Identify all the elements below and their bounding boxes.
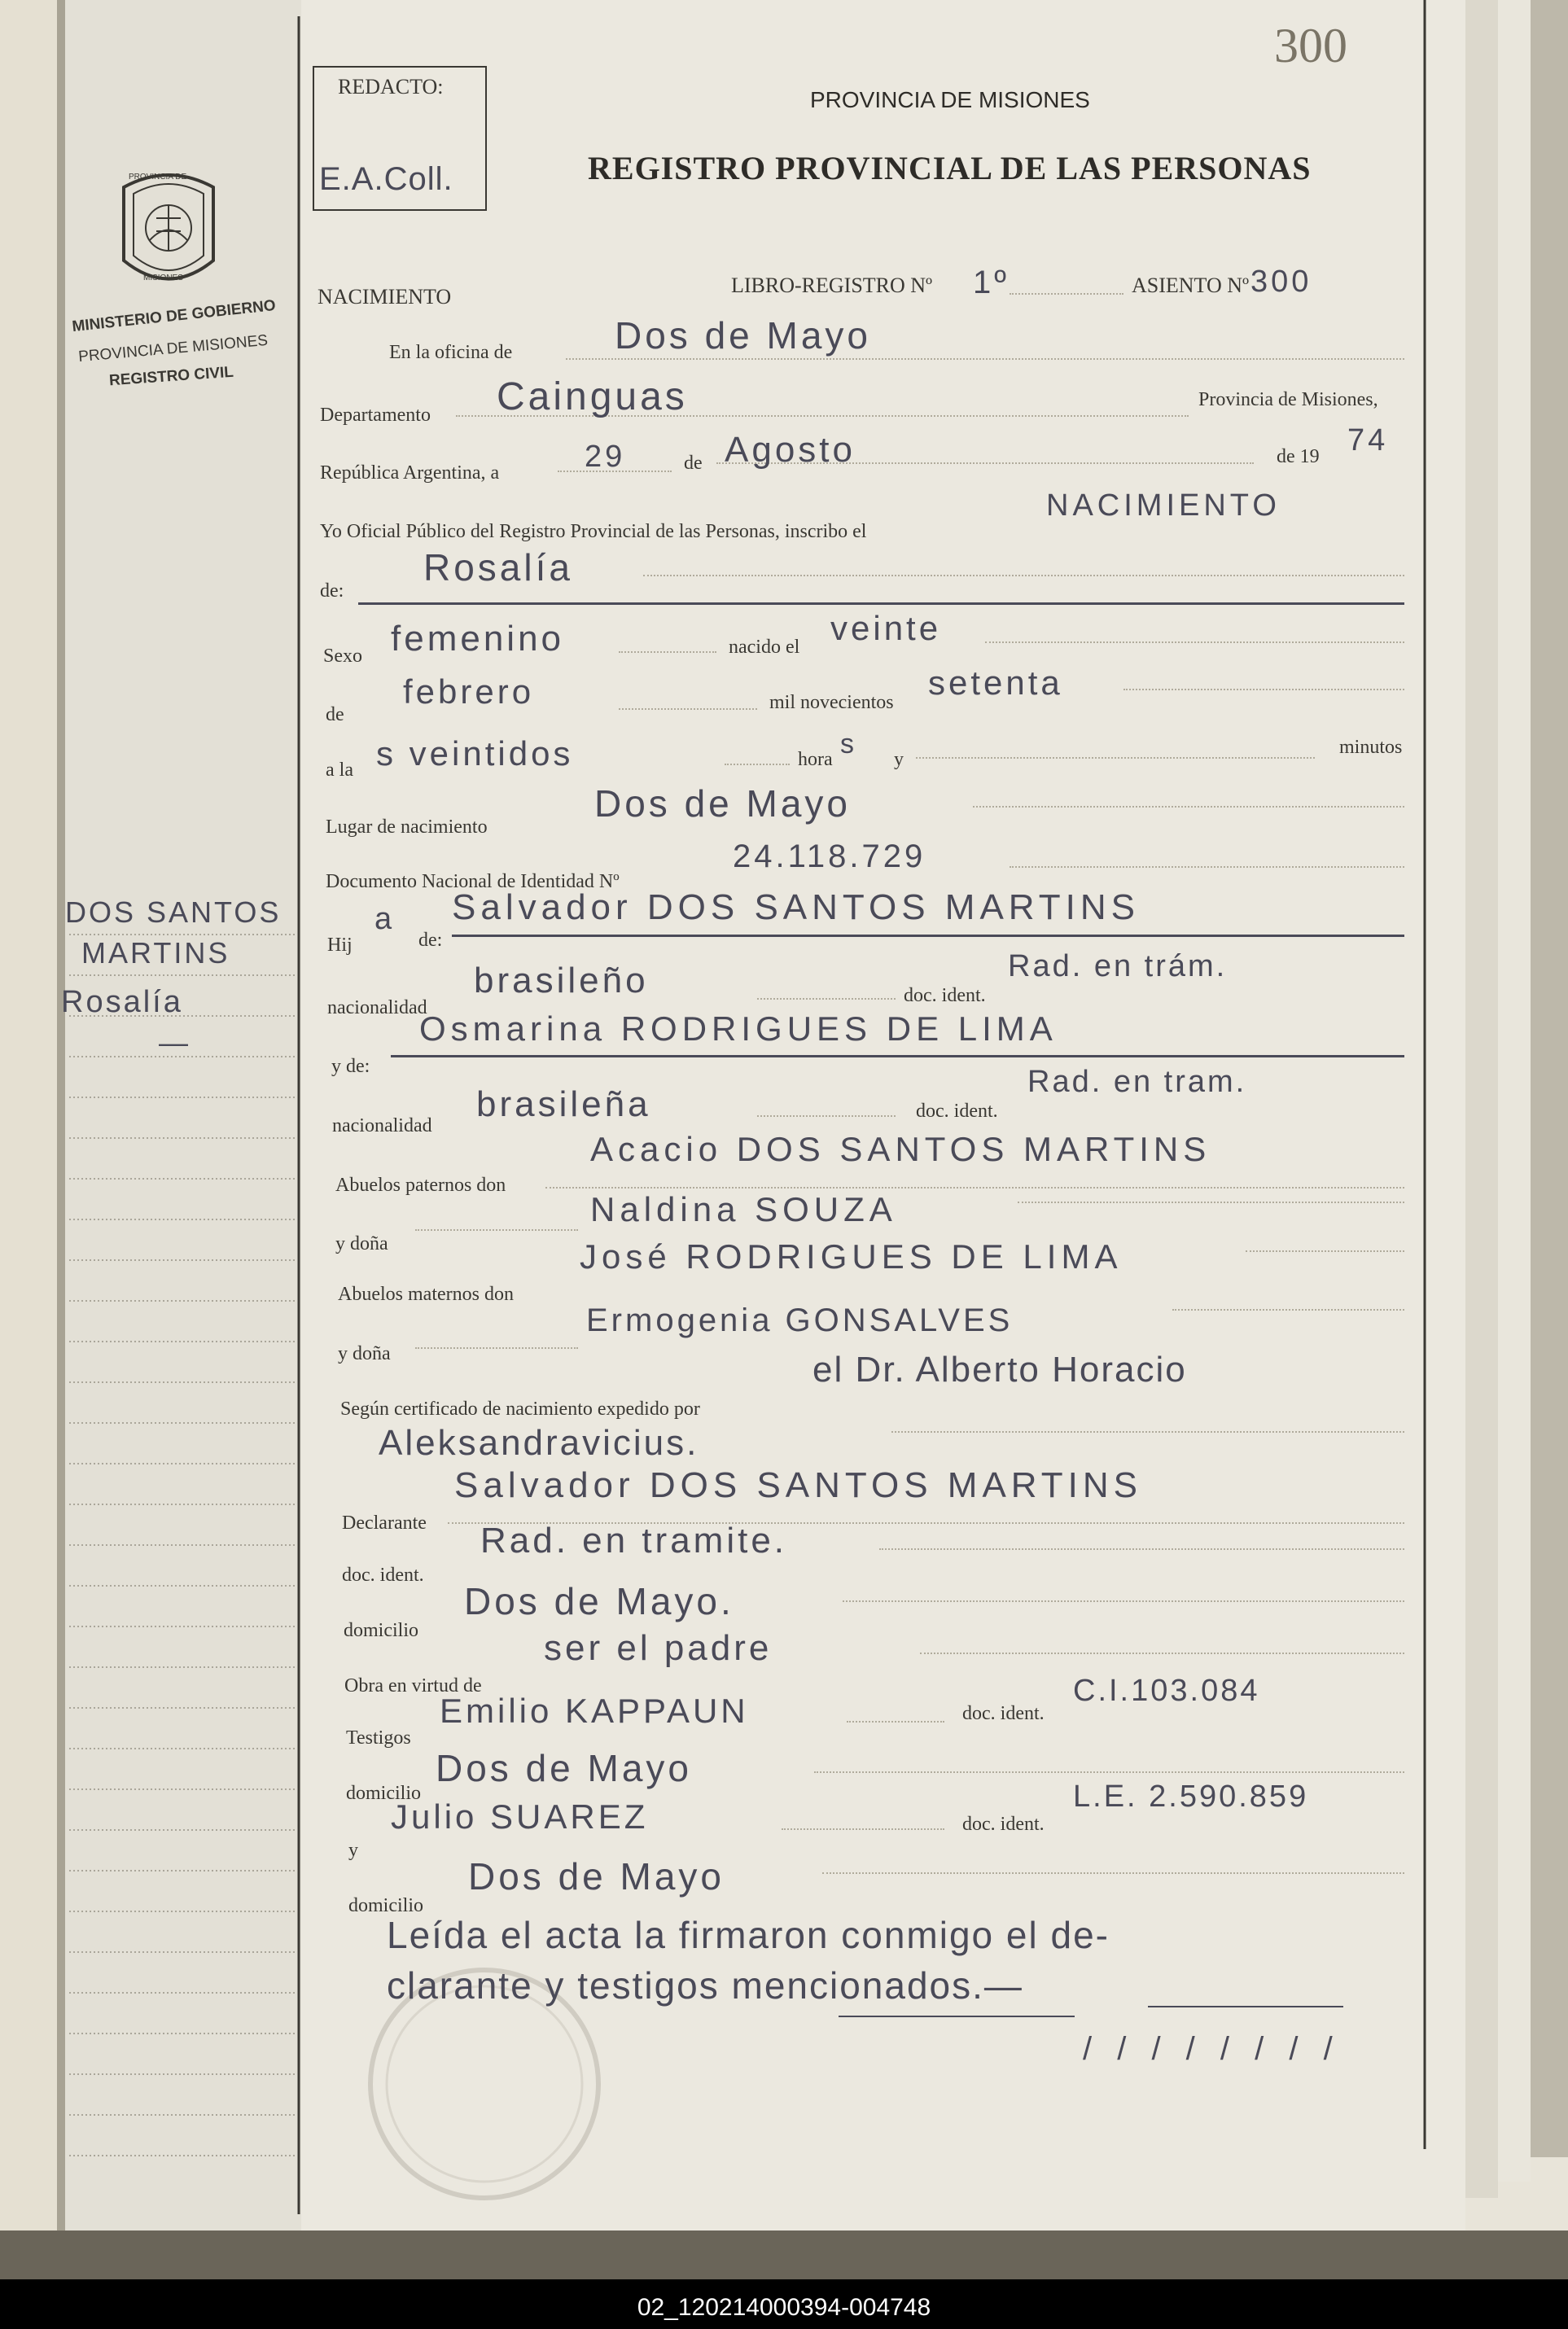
doc-ident-label3: doc. ident.: [342, 1565, 424, 1586]
provincia-suffix: Provincia de Misiones,: [1198, 389, 1378, 410]
oficina-value: Dos de Mayo: [615, 314, 872, 357]
hora-sup: s: [840, 729, 857, 760]
minutos-label: minutos: [1339, 737, 1403, 758]
yo-oficial-value: NACIMIENTO: [1046, 488, 1281, 523]
lugar-label: Lugar de nacimiento: [326, 816, 488, 838]
abuelos-pat-label: Abuelos paternos don: [335, 1175, 506, 1196]
anio-value: 74: [1347, 423, 1389, 457]
abuelos-mat-label: Abuelos maternos don: [338, 1284, 514, 1305]
margin-given-name: Rosalía: [61, 985, 183, 1019]
abuela-mat-value: Ermogenia GONSALVES: [586, 1302, 1014, 1338]
mil-value: setenta: [928, 663, 1063, 702]
testigos-label: Testigos: [346, 1727, 411, 1749]
mil-label: mil novecientos: [769, 692, 894, 713]
padre-doc-value: Rad. en trám.: [1008, 949, 1228, 983]
testigo1-value: Emilio KAPPAUN: [440, 1692, 749, 1730]
mes-nac-value: febrero: [403, 672, 535, 711]
lugar-value: Dos de Mayo: [594, 782, 852, 825]
nacido-label: nacido el: [729, 637, 800, 658]
ala-label: a la: [326, 760, 353, 781]
closing-line2: clarante y testigos mencionados.—: [387, 1964, 1023, 2007]
dni-value: 24.118.729: [733, 838, 926, 874]
header-title: REGISTRO PROVINCIAL DE LAS PERSONAS: [588, 150, 1312, 186]
sexo-value: femenino: [391, 619, 565, 659]
abuela-pat-value: Naldina SOUZA: [590, 1190, 897, 1228]
declarante-label: Declarante: [342, 1513, 427, 1534]
nacido-value: veinte: [830, 609, 942, 647]
abuelo-pat-value: Acacio DOS SANTOS MARTINS: [590, 1130, 1211, 1168]
header-province: PROVINCIA DE MISIONES: [810, 87, 1090, 112]
doc-ident-label4: doc. ident.: [962, 1703, 1045, 1724]
sidebar-ministerio: MINISTERIO DE GOBIERNO: [71, 296, 277, 336]
declarante-doc-value: Rad. en tramite.: [480, 1521, 788, 1561]
mes-value: Agosto: [725, 430, 856, 470]
madre-value: Osmarina RODRIGUES DE LIMA: [419, 1009, 1058, 1048]
y-label2: y: [348, 1840, 358, 1861]
seal-top-text: PROVINCIA DE: [129, 173, 187, 182]
departamento-label: Departamento: [320, 405, 431, 426]
testigo2-dom-value: Dos de Mayo: [468, 1855, 725, 1898]
de-label: de: [684, 453, 703, 474]
segun-value2: Aleksandravicius.: [379, 1423, 699, 1463]
madre-nac-value: brasileña: [476, 1084, 651, 1124]
nacionalidad-label2: nacionalidad: [332, 1115, 432, 1136]
doc-ident-label2: doc. ident.: [916, 1101, 998, 1122]
hora-value: s veintidos: [376, 734, 574, 773]
y-dona-label: y doña: [335, 1233, 388, 1254]
margin-dash: —: [159, 1026, 191, 1059]
de-colon-label: de:: [320, 580, 344, 602]
de-label2: de: [326, 704, 344, 725]
sidebar-registro-civil: REGISTRO CIVIL: [108, 363, 234, 390]
segun-label: Según certificado de nacimiento expedido por: [340, 1399, 700, 1420]
padre-value: Salvador DOS SANTOS MARTINS: [452, 887, 1141, 927]
y-label: y: [894, 749, 904, 770]
segun-value: el Dr. Alberto Horacio: [812, 1350, 1187, 1390]
hij-label: Hij: [327, 935, 353, 956]
redacto-initials: E.A.Coll.: [319, 161, 453, 197]
de19-label: de 19: [1277, 446, 1320, 467]
closing-slashes: / / / / / / / /: [1083, 2031, 1341, 2067]
libro-label: LIBRO-REGISTRO Nº: [731, 274, 933, 297]
nacimiento-label: NACIMIENTO: [318, 285, 452, 309]
oficina-label: En la oficina de: [389, 342, 513, 363]
margin-surname2: MARTINS: [81, 936, 230, 970]
domicilio-label2: domicilio: [346, 1783, 421, 1804]
testigo1-doc-value: C.I.103.084: [1073, 1674, 1260, 1708]
obra-label: Obra en virtud de: [344, 1675, 482, 1696]
closing-line1: Leída el acta la firmaron conmigo el de-: [387, 1914, 1110, 1956]
y-dona-label2: y doña: [338, 1343, 391, 1364]
domicilio-label: domicilio: [344, 1620, 418, 1641]
republica-label: República Argentina, a: [320, 462, 500, 484]
doc-ident-label: doc. ident.: [904, 985, 986, 1006]
footer-id: 02_120214000394-004748: [637, 2294, 931, 2321]
redacto-label: REDACTO:: [338, 75, 444, 99]
y-de-label: y de:: [331, 1056, 370, 1077]
domicilio-value: Dos de Mayo.: [464, 1580, 734, 1622]
asiento-value: 300: [1250, 265, 1312, 299]
madre-doc-value: Rad. en tram.: [1027, 1065, 1247, 1099]
hij-suffix: a: [374, 902, 396, 936]
margin-surname1: DOS SANTOS: [65, 895, 282, 929]
dni-label: Documento Nacional de Identidad Nº: [326, 871, 620, 892]
nacionalidad-label: nacionalidad: [327, 997, 427, 1018]
padre-nac-value: brasileño: [474, 961, 649, 1000]
sexo-label: Sexo: [323, 646, 362, 667]
testigo1-dom-value: Dos de Mayo: [436, 1747, 693, 1789]
dia-value: 29: [585, 440, 626, 474]
abuelo-mat-value: José RODRIGUES DE LIMA: [580, 1237, 1123, 1276]
yo-oficial-label: Yo Oficial Público del Registro Provincial de las Personas, inscribo el: [320, 521, 867, 542]
hij-de-label: de:: [418, 930, 443, 951]
nombre-value: Rosalía: [423, 546, 573, 589]
testigo2-value: Julio SUAREZ: [391, 1797, 649, 1836]
domicilio-label3: domicilio: [348, 1895, 423, 1916]
testigo2-doc-value: L.E. 2.590.859: [1073, 1780, 1309, 1814]
sidebar-provincia: PROVINCIA DE MISIONES: [77, 331, 269, 366]
declarante-value: Salvador DOS SANTOS MARTINS: [454, 1465, 1143, 1505]
hora-label: hora: [798, 749, 833, 770]
libro-value: 1º: [973, 265, 1010, 300]
obra-value: ser el padre: [544, 1628, 773, 1668]
seal-bottom-text: MISIONES: [143, 274, 183, 282]
page-number: 300: [1274, 19, 1347, 72]
departamento-value: Cainguas: [497, 375, 688, 418]
doc-ident-label5: doc. ident.: [962, 1814, 1045, 1835]
asiento-label: ASIENTO Nº: [1132, 274, 1250, 297]
